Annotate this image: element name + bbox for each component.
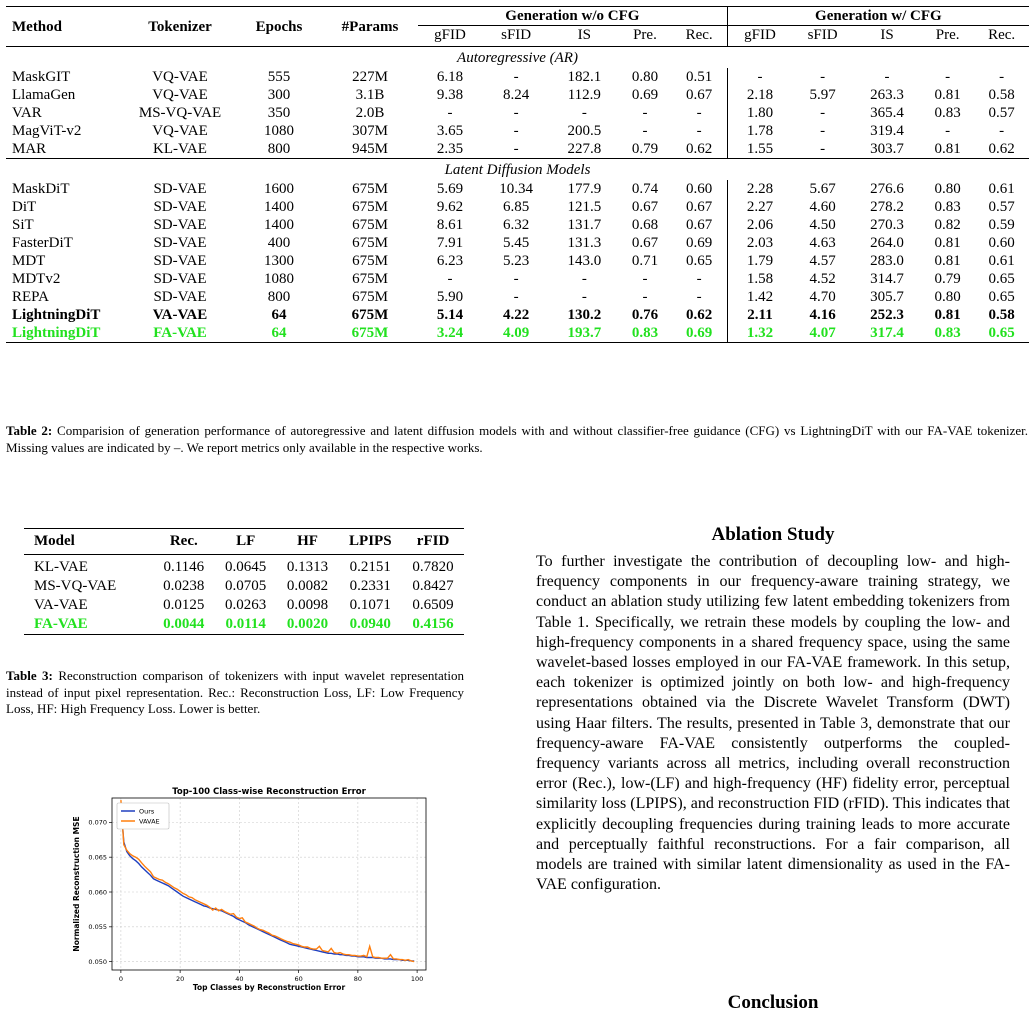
table-cell: 0.57 (988, 105, 1015, 121)
table-cell: 0.0020 (277, 615, 339, 635)
group-no-cfg: Generation w/o CFG (418, 7, 727, 26)
metric-header: IS (880, 27, 894, 43)
table-cell: 945M (352, 141, 388, 157)
table-cell: 6.85 (503, 199, 530, 215)
table-cell: - (820, 69, 826, 85)
ablation-body: To further investigate the contribution of decoupling low- and high-frequency components in our frequency-aware training strategy, we conduct an ablation study utilizing few latent embedding tokenizers from Table 1. Specifically, we retrain these models by coupling the low- and high-frequency components in a shared frequency space, using the same wavelet-based losses employed in our FA-VAE framework. In this setup, each tokenizer is optimized jointly on both low- and high-frequency representations obtained via the Discrete Wavelet Transform (DWT) using Haar filters. The results, presented in Table 3, demonstrate that our frequency-aware FA-VAE consistently outperforms the coupled-frequency variants across all metrics, including overall reconstruction error (Rec.), low-(LF) and high-frequency (HF) fidelity error, perceptual similarity loss (LPIPS), and reconstruction FID (rFID). This indicates that explicitly decoupling frequencies during training leads to more accurate and perceptually faithful reconstructions. For a fair comparison, all models are trained with similar latent dimensionality as used in the FA-VAE configuration. (536, 553, 1010, 894)
table-row (24, 555, 464, 578)
table-cell: VQ-VAE (152, 123, 208, 139)
y-tick-label: 0.050 (88, 957, 107, 966)
table-cell: 1.58 (727, 270, 792, 288)
table-cell: SD-VAE (153, 217, 207, 233)
table-cell: - (513, 289, 519, 305)
table-3-caption (6, 668, 464, 718)
table-cell: 1300 (264, 253, 294, 269)
caption-text: Comparision of generation performance of autoregressive and latent diffusion models with and without classifier-free guidance (CFG) vs LightningDiT with our FA-VAE tokenizer. Missing values are indicated by –. We report metrics only available in the respective works. (6, 423, 1028, 455)
table-cell: - (581, 271, 587, 287)
table-cell: 4.22 (503, 307, 530, 323)
table-cell: 0.1071 (349, 597, 391, 613)
table-cell: 305.7 (870, 289, 904, 305)
table-cell: - (642, 105, 648, 121)
table-cell: 0.58 (988, 87, 1015, 103)
table-cell: 365.4 (870, 105, 904, 121)
col-tokenizer: Tokenizer (124, 7, 236, 47)
table-cell: 0.57 (988, 199, 1015, 215)
table-cell: 0.69 (631, 87, 659, 103)
method-cell: MaskGIT (12, 69, 71, 85)
caption-text: Reconstruction comparison of tokenizers with input wavelet representation instead of input pixel representation. Rec.: Reconstruction Loss, LF: Low Frequency Loss, HF: High Frequency Loss. Lower is better. (6, 668, 464, 716)
table-cell: 64 (236, 324, 322, 343)
table-cell: - (820, 141, 826, 157)
table-cell: 0.76 (631, 307, 659, 323)
y-tick-label: 0.070 (88, 818, 107, 827)
table-cell: 675M (352, 289, 388, 305)
table-cell: KL-VAE (153, 141, 207, 157)
table-cell: - (513, 69, 519, 85)
table-row (6, 270, 1029, 288)
table-cell: - (642, 123, 648, 139)
table-cell: 2.0B (355, 105, 385, 121)
y-tick-label: 0.060 (88, 888, 107, 897)
legend-entry: VAVAE (139, 817, 160, 826)
table-cell: 2.11 (727, 306, 792, 324)
table-cell: SD-VAE (153, 181, 207, 197)
table-cell: 4.09 (482, 324, 550, 343)
table-cell: 0.6509 (412, 597, 454, 613)
table-cell: 4.16 (809, 307, 836, 323)
method-cell: MAR (12, 141, 47, 157)
y-axis-label: Normalized Reconstruction MSE (72, 816, 81, 952)
table-cell: - (513, 141, 519, 157)
table-cell: 2.35 (436, 141, 464, 157)
table-cell: 0.79 (631, 141, 659, 157)
table-row (6, 306, 1029, 324)
method-cell: MaskDiT (12, 181, 70, 197)
table-cell: 6.23 (436, 253, 464, 269)
table-cell: 0.0940 (338, 615, 402, 635)
table-cell: 0.71 (631, 253, 659, 269)
table-cell: 10.34 (499, 181, 533, 197)
table-2-caption (6, 423, 1028, 456)
table-cell: 314.7 (870, 271, 904, 287)
table-cell: - (696, 123, 702, 139)
table-cell: 0.80 (934, 181, 961, 197)
x-tick-label: 0 (118, 975, 123, 983)
table-cell: - (513, 105, 519, 121)
table-cell: SD-VAE (153, 271, 207, 287)
table-cell: 1.42 (727, 288, 792, 306)
table-cell: - (999, 123, 1005, 139)
table-cell: VA-VAE (152, 307, 208, 323)
method-cell: LightningDiT (6, 324, 124, 343)
section-title: Latent Diffusion Models (6, 159, 1029, 181)
table-cell: 0.65 (988, 271, 1015, 287)
table-cell: 0.81 (934, 253, 961, 269)
table-cell: 0.60 (685, 181, 713, 197)
table-cell: 0.0705 (225, 578, 267, 594)
table-cell: 0.65 (988, 289, 1015, 305)
group-cfg: Generation w/ CFG (727, 7, 1029, 26)
table-row (24, 577, 464, 596)
table-cell: 6.32 (503, 217, 530, 233)
col-epochs: Epochs (236, 7, 322, 47)
table-cell: 4.63 (809, 235, 836, 251)
method-cell: DiT (12, 199, 37, 215)
y-tick-label: 0.065 (88, 853, 107, 862)
table-cell: 0.83 (934, 199, 961, 215)
table-cell: 0.81 (934, 141, 961, 157)
table-cell: 800 (267, 289, 291, 305)
table-cell: 675M (352, 199, 388, 215)
table-cell: 0.68 (631, 217, 659, 233)
table-row (6, 324, 1029, 343)
table-cell: - (513, 271, 519, 287)
table-cell: 0.62 (685, 307, 713, 323)
metric-header: Rec. (685, 27, 713, 43)
table-cell: 263.3 (870, 87, 904, 103)
table-cell: 1080 (264, 271, 294, 287)
conclusion-heading: Conclusion (727, 992, 819, 1013)
table-cell: 0.0114 (215, 615, 277, 635)
table-cell: 131.7 (567, 217, 602, 233)
table-cell: 2.06 (727, 216, 792, 234)
table-cell: 4.70 (809, 289, 836, 305)
table-cell: 0.67 (631, 199, 659, 215)
table-cell: VQ-VAE (152, 69, 208, 85)
table-cell: 2.03 (727, 234, 792, 252)
table-cell: 252.3 (870, 307, 904, 323)
table-cell: 5.14 (436, 307, 464, 323)
table-cell: 0.0263 (225, 597, 267, 613)
table-cell: 9.38 (436, 87, 464, 103)
table-cell: 278.2 (870, 199, 904, 215)
table-cell: 0.81 (934, 87, 961, 103)
caption-label: Table 3: (6, 668, 53, 683)
table-cell: 0.62 (988, 141, 1015, 157)
table-row (6, 234, 1029, 252)
table-cell: 283.0 (870, 253, 904, 269)
method-cell: MDT (12, 253, 46, 269)
table-cell: MS-VQ-VAE (138, 105, 222, 121)
table-cell: 276.6 (870, 181, 904, 197)
table-cell: 4.50 (809, 217, 836, 233)
col-rec: Rec. (153, 529, 215, 555)
table-cell: 0.83 (921, 324, 974, 343)
model-cell: KL-VAE (34, 559, 88, 575)
table-cell: 0.67 (685, 217, 713, 233)
table-cell: FA-VAE (124, 324, 236, 343)
table-cell: 4.52 (809, 271, 836, 287)
section-title: Autoregressive (AR) (6, 47, 1029, 69)
chart-title: Top-100 Class-wise Reconstruction Error (172, 787, 366, 797)
table-cell: 0.67 (631, 235, 659, 251)
col-method: Method (6, 7, 124, 47)
table-row (6, 180, 1029, 198)
table-cell: 0.0125 (163, 597, 205, 613)
table-cell: SD-VAE (153, 289, 207, 305)
table-cell: 675M (352, 271, 388, 287)
table-cell: 5.23 (503, 253, 530, 269)
table-cell: 121.5 (567, 199, 602, 215)
method-cell: LightningDiT (12, 307, 101, 323)
table-cell: 0.8427 (412, 578, 454, 594)
table-cell: 0.58 (988, 307, 1015, 323)
method-cell: SiT (12, 217, 34, 233)
table-row (6, 68, 1029, 86)
x-tick-label: 100 (410, 975, 424, 983)
table-cell: 0.69 (672, 324, 728, 343)
table-cell: - (581, 105, 587, 121)
table-cell: 143.0 (567, 253, 602, 269)
table-cell: 130.2 (567, 307, 602, 323)
table-cell: 800 (267, 141, 291, 157)
table-cell: 0.67 (685, 199, 713, 215)
table-row (6, 86, 1029, 104)
table-cell: 0.1146 (163, 559, 205, 575)
table-cell: - (696, 105, 702, 121)
x-tick-label: 20 (175, 975, 185, 983)
table-cell: 1.78 (727, 122, 792, 140)
table-cell: - (513, 123, 519, 139)
table-cell: 675M (352, 181, 388, 197)
table-cell: 317.4 (853, 324, 921, 343)
table-cell: 1.32 (727, 324, 792, 343)
table-cell: 0.2151 (349, 559, 391, 575)
table-cell: 1600 (264, 181, 294, 197)
table-cell: 0.65 (685, 253, 713, 269)
col-hf: HF (277, 529, 339, 555)
table-cell: 1080 (264, 123, 294, 139)
table-cell: 112.9 (567, 87, 601, 103)
table-cell: 0.81 (934, 307, 961, 323)
caption-label: Table 2: (6, 423, 53, 438)
table-cell: 303.7 (870, 141, 904, 157)
table-cell: - (696, 271, 702, 287)
y-tick-label: 0.055 (88, 923, 107, 932)
table-cell: 131.3 (567, 235, 602, 251)
table-cell: 0.0645 (225, 559, 267, 575)
metric-header: sFID (501, 27, 532, 43)
table-row (6, 198, 1029, 216)
method-cell: FasterDiT (12, 235, 73, 251)
table-cell: 182.1 (567, 69, 602, 85)
x-tick-label: 40 (235, 975, 244, 983)
table-cell: 5.90 (436, 289, 464, 305)
model-cell: FA-VAE (24, 615, 153, 635)
table-cell: 675M (352, 217, 388, 233)
table-cell: 193.7 (550, 324, 618, 343)
table-cell: 0.0238 (163, 578, 205, 594)
table-cell: 0.74 (631, 181, 659, 197)
table-cell: 5.67 (809, 181, 836, 197)
table-cell: 0.79 (934, 271, 961, 287)
table-cell: 0.0098 (286, 597, 329, 613)
table-cell: 227.8 (567, 141, 602, 157)
table-cell: 0.67 (685, 87, 713, 103)
table-cell: SD-VAE (153, 253, 207, 269)
table-cell: - (447, 271, 453, 287)
table-cell: 1.79 (727, 252, 792, 270)
table-cell: 0.1313 (286, 559, 329, 575)
table-cell: 300 (267, 87, 291, 103)
table-2 (6, 6, 1029, 343)
table-cell: 8.61 (436, 217, 464, 233)
table-cell: - (945, 123, 951, 139)
table-cell: 675M (351, 307, 389, 323)
table-cell: 264.0 (870, 235, 904, 251)
table-cell: 0.61 (988, 181, 1015, 197)
ablation-heading: Ablation Study (711, 524, 835, 545)
table-cell: 4.07 (792, 324, 853, 343)
table-cell: 0.60 (988, 235, 1015, 251)
table-cell: - (447, 105, 453, 121)
table-cell: - (945, 69, 951, 85)
table-cell: 270.3 (870, 217, 904, 233)
reconstruction-error-chart (54, 780, 434, 1005)
table-cell: 0.61 (988, 253, 1015, 269)
table-2-body (6, 47, 1029, 343)
method-cell: LlamaGen (12, 87, 76, 103)
metric-header: IS (577, 27, 592, 43)
section-row (6, 47, 1029, 69)
table-cell: 0.62 (685, 141, 713, 157)
table-row (24, 596, 464, 615)
col-lpips: LPIPS (338, 529, 402, 555)
table-cell: 307M (352, 123, 388, 139)
metric-header: Rec. (988, 27, 1016, 43)
model-cell: VA-VAE (34, 597, 88, 613)
table-cell: 0.0082 (286, 578, 329, 594)
col-params: #Params (322, 7, 418, 47)
table-cell: 1.80 (727, 104, 792, 122)
table-cell: 2.18 (727, 86, 792, 104)
table-cell: 675M (352, 253, 388, 269)
table-3 (24, 528, 464, 635)
x-tick-label: 60 (294, 975, 303, 983)
table-cell: 0.51 (685, 69, 713, 85)
col-rfid: rFID (402, 529, 464, 555)
table-cell: 5.45 (503, 235, 530, 251)
table-cell: 6.18 (436, 69, 464, 85)
table-cell: - (727, 68, 792, 86)
table-cell: 0.81 (934, 235, 961, 251)
table-row (6, 216, 1029, 234)
table-cell: 7.91 (436, 235, 464, 251)
table-cell: 0.69 (685, 235, 713, 251)
table-cell: - (642, 271, 648, 287)
legend-entry: Ours (139, 807, 155, 816)
table-row (24, 615, 464, 635)
table-row (6, 104, 1029, 122)
table-cell: 350 (267, 105, 291, 121)
table-cell: 555 (267, 69, 291, 85)
table-cell: 0.65 (974, 324, 1029, 343)
x-tick-label: 80 (353, 975, 363, 983)
table-cell: - (820, 123, 826, 139)
col-lf: LF (215, 529, 277, 555)
table-cell: 64 (271, 307, 287, 323)
table-cell: 0.80 (934, 289, 961, 305)
table-cell: 4.57 (809, 253, 836, 269)
table-cell: 0.7820 (412, 559, 454, 575)
table-cell: 177.9 (567, 181, 602, 197)
table-row (6, 288, 1029, 306)
table-cell: - (696, 289, 702, 305)
metric-header: sFID (807, 27, 838, 43)
table-cell: 3.1B (355, 87, 385, 103)
table-cell: 0.83 (934, 105, 961, 121)
col-model: Model (24, 529, 153, 555)
method-cell: MDTv2 (12, 271, 61, 287)
table-cell: - (820, 105, 826, 121)
table-cell: - (884, 69, 890, 85)
metric-header: Pre. (935, 27, 960, 43)
method-cell: REPA (12, 289, 49, 305)
table-cell: 4.60 (809, 199, 836, 215)
method-cell: MagViT-v2 (12, 123, 82, 139)
table-cell: 675M (352, 235, 388, 251)
table-cell: 227M (352, 69, 388, 85)
metric-header: Pre. (633, 27, 657, 43)
table-cell: SD-VAE (153, 235, 207, 251)
section-row (6, 159, 1029, 181)
table-cell: 675M (322, 324, 418, 343)
model-cell: MS-VQ-VAE (34, 578, 117, 594)
table-3-body (24, 555, 464, 635)
table-cell: 5.97 (809, 87, 836, 103)
table-cell: 400 (267, 235, 291, 251)
table-cell: VQ-VAE (152, 87, 208, 103)
table-cell: 3.24 (418, 324, 482, 343)
metric-header: gFID (727, 26, 792, 47)
table-cell: 5.69 (436, 181, 464, 197)
metric-header: gFID (434, 27, 466, 43)
table-cell: 0.0044 (153, 615, 215, 635)
table-cell: 0.83 (618, 324, 671, 343)
table-cell: 8.24 (503, 87, 530, 103)
table-cell: 319.4 (870, 123, 904, 139)
table-cell: 200.5 (567, 123, 602, 139)
table-cell: 1400 (264, 217, 294, 233)
table-cell: 9.62 (436, 199, 464, 215)
table-cell: 0.2331 (349, 578, 391, 594)
table-cell: - (642, 289, 648, 305)
table-cell: 3.65 (436, 123, 464, 139)
table-cell: 0.4156 (402, 615, 464, 635)
table-row (6, 140, 1029, 159)
table-cell: SD-VAE (153, 199, 207, 215)
table-row (6, 252, 1029, 270)
table-cell: 0.59 (988, 217, 1015, 233)
method-cell: VAR (12, 105, 42, 121)
table-cell: - (999, 69, 1005, 85)
table-cell: 0.82 (934, 217, 961, 233)
x-axis-label: Top Classes by Reconstruction Error (192, 983, 346, 992)
table-row (6, 122, 1029, 140)
table-cell: 2.28 (727, 180, 792, 198)
table-cell: - (581, 289, 587, 305)
table-cell: 1.55 (727, 140, 792, 159)
table-cell: 2.27 (727, 198, 792, 216)
table-cell: 0.80 (631, 69, 659, 85)
table-cell: 1400 (264, 199, 294, 215)
